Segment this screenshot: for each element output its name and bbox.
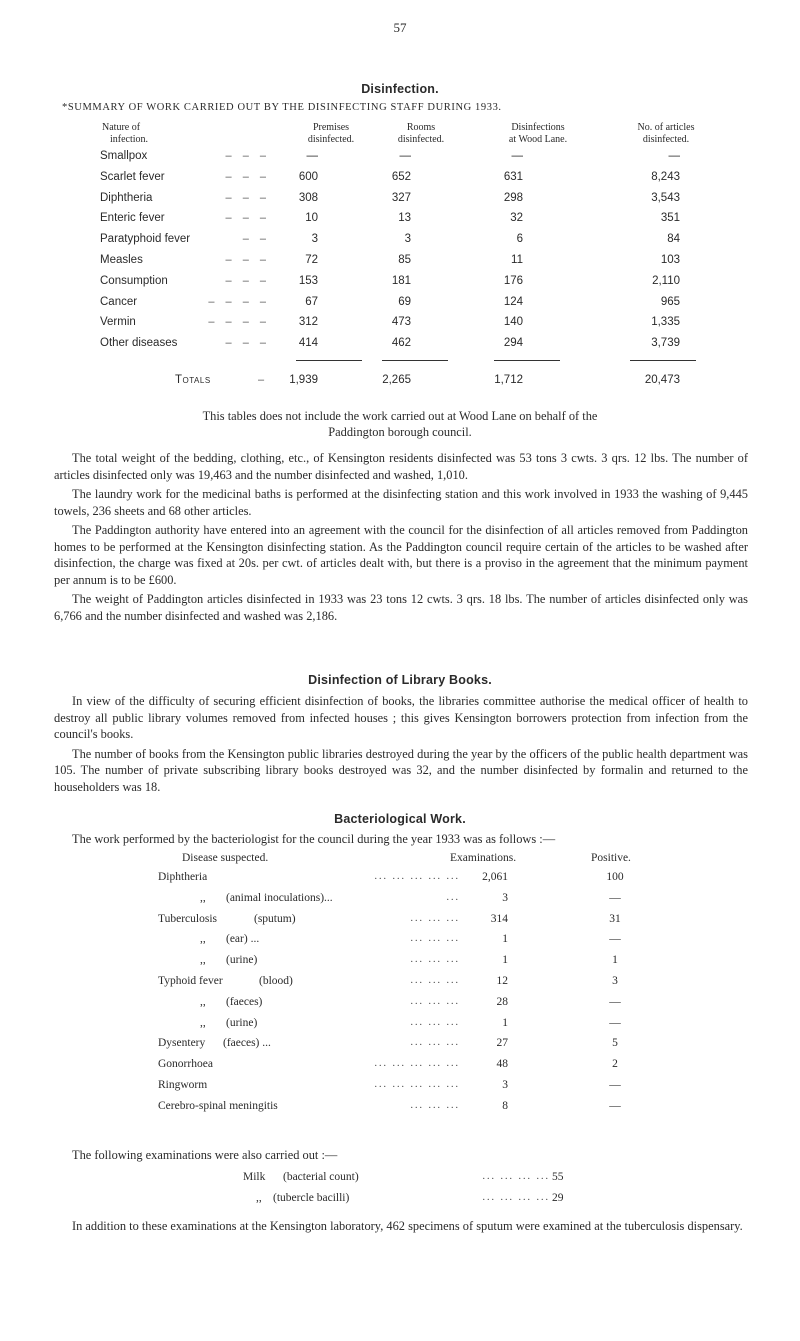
bact-positive: 3 [612,975,618,987]
bact-positive: 2 [612,1058,618,1071]
row-wood-lane: 176 [503,274,523,287]
row-dashes: – – – [225,170,270,183]
total-rule [382,360,448,361]
disinfection-paragraphs [54,450,748,627]
col-header-wood-lane: Disinfections at Wood Lane. [508,122,568,145]
bact-positive: — [609,933,621,946]
bact-disease: Cerebro-spinal meningitis [158,1099,278,1112]
col-header-rooms: Rooms disinfected. [397,122,445,145]
bact-exams: 3 [502,891,508,904]
row-articles: 3,739 [651,337,680,350]
bact-disease: Ringworm [158,1079,208,1091]
totals-rooms: 2,265 [382,374,411,386]
bact-specimen: (urine) [226,954,258,967]
row-articles: — [668,150,680,162]
paragraph: The weight of Paddington articles disinfected in 1933 was 23 tons 12 cwts. 3 qrs. 18 lbs. The number of articles disinfected only was 6,766 and the number disinfected and washed was 2,186. [54,592,748,623]
row-rooms: 462 [391,337,411,350]
bact-disease: ,, [200,995,206,1008]
row-premises: 153 [298,274,318,287]
also-value: 55 [552,1171,564,1183]
row-wood-lane: 631 [503,170,523,183]
dot-leader: ... ... ... ... ... [374,871,460,882]
bact-positive: 31 [609,912,621,925]
row-premises: 10 [305,212,318,225]
row-rooms: 3 [404,233,411,246]
also-specimen: (bacterial count) [283,1171,359,1183]
bact-positive: 100 [606,871,624,883]
row-disease-name: Enteric fever [100,212,165,225]
row-wood-lane: 294 [503,337,523,350]
row-articles: 965 [660,295,680,308]
bact-positive: — [609,1099,621,1112]
bact-positive: — [609,891,621,904]
bact-specimen: (urine) [226,1016,258,1029]
bact-exams: 314 [490,912,508,925]
row-premises: 67 [305,295,318,308]
dot-leader: ... ... ... [410,1099,460,1111]
row-rooms: 181 [391,274,411,287]
bact-disease: ,, [200,891,206,904]
bact-specimen: (faeces) ... [223,1037,271,1050]
row-disease-name: Measles [100,254,143,266]
total-rule [494,360,560,361]
also-value: 29 [552,1192,564,1204]
row-dashes: – – – [225,150,270,162]
row-rooms: 13 [398,212,411,225]
paragraph: The Paddington authority have entered into an agreement with the council for the disinfection of all articles removed from Paddington homes to be performed at the Kensington disinfecting station. As the Paddington council require certain of the articles to be washed after disinfection, the charge was fixed at 20s. per cwt. of articles dealt with, but there is a proviso in the agreement that the minimum payment per annum is to be £600. [54,523,748,587]
bact-disease: Gonorrhoea [158,1058,213,1071]
row-dashes: – – – – [208,316,270,329]
row-dashes: – – – [225,274,270,287]
row-rooms: 69 [398,295,411,308]
bact-disease: Tuberculosis [158,912,217,925]
bact-specimen: (ear) ... [226,933,260,946]
row-articles: 2,110 [652,274,680,287]
library-paragraphs [54,693,748,798]
bact-exams: 1 [502,933,508,946]
col-header-nature: Nature of infection. [102,122,149,145]
bacteriological-title: Bacteriological Work. [334,812,466,826]
row-disease-name: Other diseases [100,337,178,350]
col-header-premises: Premises disinfected. [307,122,355,145]
bact-positive: — [609,1016,621,1029]
dot-leader: ... ... ... [410,975,460,986]
bact-exams: 2,061 [482,871,508,883]
row-premises: 600 [298,170,318,183]
row-disease-name: Consumption [100,274,168,287]
dot-leader: ... ... ... [410,1037,460,1049]
bacteriological-intro: The work performed by the bacteriologist for the council during the year 1933 was as follows :— [72,832,556,846]
row-articles: 1,335 [651,316,680,329]
dot-leader: ... ... ... [410,1016,460,1028]
row-disease-name: Smallpox [100,150,148,162]
row-articles: 351 [660,212,680,225]
dot-leader: ... ... ... [410,912,460,924]
row-rooms: 85 [398,254,411,266]
dot-leader: ... ... ... ... ... [374,1079,460,1090]
bact-exams: 8 [502,1099,508,1112]
totals-label: Totals [175,374,211,386]
row-premises: 72 [305,254,318,266]
section-title: Disinfection. [361,82,439,96]
row-premises: 414 [298,337,318,350]
bact-positive: 1 [612,954,618,967]
bact-disease: Dysentery [158,1037,206,1050]
also-item: Milk [243,1171,266,1183]
totals-premises: 1,939 [289,374,318,386]
row-wood-lane: — [511,150,523,162]
row-articles: 8,243 [651,170,680,183]
bact-specimen: (faeces) [226,995,263,1008]
bact-disease: ,, [200,933,206,946]
bact-exams: 1 [502,954,508,967]
row-dashes: – – – – [208,295,270,308]
totals-wood-lane: 1,712 [494,374,523,386]
table-note: This tables does not include the work carried out at Wood Lane on behalf of the Paddington borough council. [202,409,598,439]
row-disease-name: Vermin [100,316,136,329]
row-dashes: – – [242,233,270,246]
row-rooms: — [399,150,411,162]
row-premises: 3 [311,233,318,246]
bact-header-exams: Examinations. [450,852,517,864]
dot-leader: ... ... ... [410,954,460,966]
row-premises: 312 [298,316,318,329]
closing-paragraph: In addition to these examinations at the Kensington laboratory, 462 specimens of sputum were examined at the tuberculosis dispensary. [72,1219,743,1233]
library-title: Disinfection of Library Books. [308,673,492,687]
paragraph: The total weight of the bedding, clothing, etc., of Kensington residents disinfected was 53 tons 3 cwts. 3 qrs. 12 lbs. The number of articles disinfected only was 19,463 and the number disinfected and washed, 1,010. [54,451,748,482]
also-item: ,, [256,1192,262,1204]
bact-disease: ,, [200,1016,206,1029]
bact-exams: 27 [496,1037,508,1050]
also-intro: The following examinations were also carried out :— [72,1148,338,1162]
bact-disease: Diphtheria [158,871,208,883]
bact-positive: — [609,1079,621,1091]
row-articles: 84 [667,233,680,246]
bact-exams: 1 [502,1016,508,1029]
bact-positive: — [609,995,621,1008]
bact-disease: ,, [200,954,206,967]
row-rooms: 327 [391,191,411,204]
total-rule [296,360,362,361]
bact-header-positive: Positive. [591,852,631,864]
row-rooms: 652 [391,170,411,183]
row-disease-name: Paratyphoid fever [100,233,191,246]
also-specimen: (tubercle bacilli) [273,1192,350,1204]
col-header-articles: No. of articles disinfected. [637,122,695,145]
paragraph: The laundry work for the medicinal baths is performed at the disinfecting station and this work involved in 1933 the washing of 9,445 towels, 236 sheets and 68 other articles. [54,487,748,518]
paragraph: In view of the difficulty of securing efficient disinfection of books, the libraries committee authorise the medical officer of health to destroy all public library volumes removed from infected houses ; this gives Kensington borrowers protection from infection from the council's books. [54,694,748,741]
row-articles: 103 [660,254,680,266]
bact-exams: 28 [496,995,508,1008]
paragraph: The number of books from the Kensington public libraries destroyed during the year by the officers of the public health department was 105. The number of private subscribing library books destroyed was 32, and the number disinfected by formalin and returned to the householders was 18. [54,746,748,794]
row-dashes: – – – [225,212,270,225]
bact-positive: 5 [612,1037,618,1050]
bact-disease: Typhoid fever [158,975,223,987]
row-wood-lane: 298 [503,191,523,204]
dot-leader: ... ... ... ... ... [374,1058,460,1070]
row-premises: 308 [298,191,318,204]
dot-leader: ... ... ... [410,995,460,1007]
row-articles: 3,543 [651,191,680,204]
totals-articles: 20,473 [644,374,680,386]
dot-leader: ... ... ... [410,933,460,945]
row-dashes: – – – [225,254,270,266]
row-rooms: 473 [391,316,411,329]
row-wood-lane: 6 [516,233,523,246]
row-disease-name: Scarlet fever [100,170,165,183]
row-disease-name: Diphtheria [100,191,153,204]
bact-exams: 3 [502,1079,508,1091]
row-dashes: – – – [225,337,270,350]
total-rule [630,360,696,361]
bact-specimen: (animal inoculations)... [226,891,333,904]
bact-specimen: (blood) [259,975,293,987]
row-wood-lane: 140 [503,316,523,329]
bact-header-disease: Disease suspected. [182,852,269,864]
bact-exams: 12 [496,975,508,987]
totals-dash: – [258,374,265,386]
row-disease-name: Cancer [100,295,138,308]
bact-specimen: (sputum) [254,912,296,925]
row-dashes: – – – [225,191,270,204]
bact-exams: 48 [496,1058,508,1071]
summary-title: *SUMMARY OF WORK CARRIED OUT BY THE DISINFECTING STAFF DURING 1933. [62,102,502,113]
page-number: 57 [393,20,407,35]
row-wood-lane: 11 [511,254,523,266]
dot-leader: ... ... ... ... [482,1192,550,1203]
dot-leader: ... [446,891,460,903]
row-wood-lane: 124 [503,295,523,308]
row-premises: — [306,150,318,162]
dot-leader: ... ... ... ... [482,1171,550,1182]
row-wood-lane: 32 [510,212,523,225]
